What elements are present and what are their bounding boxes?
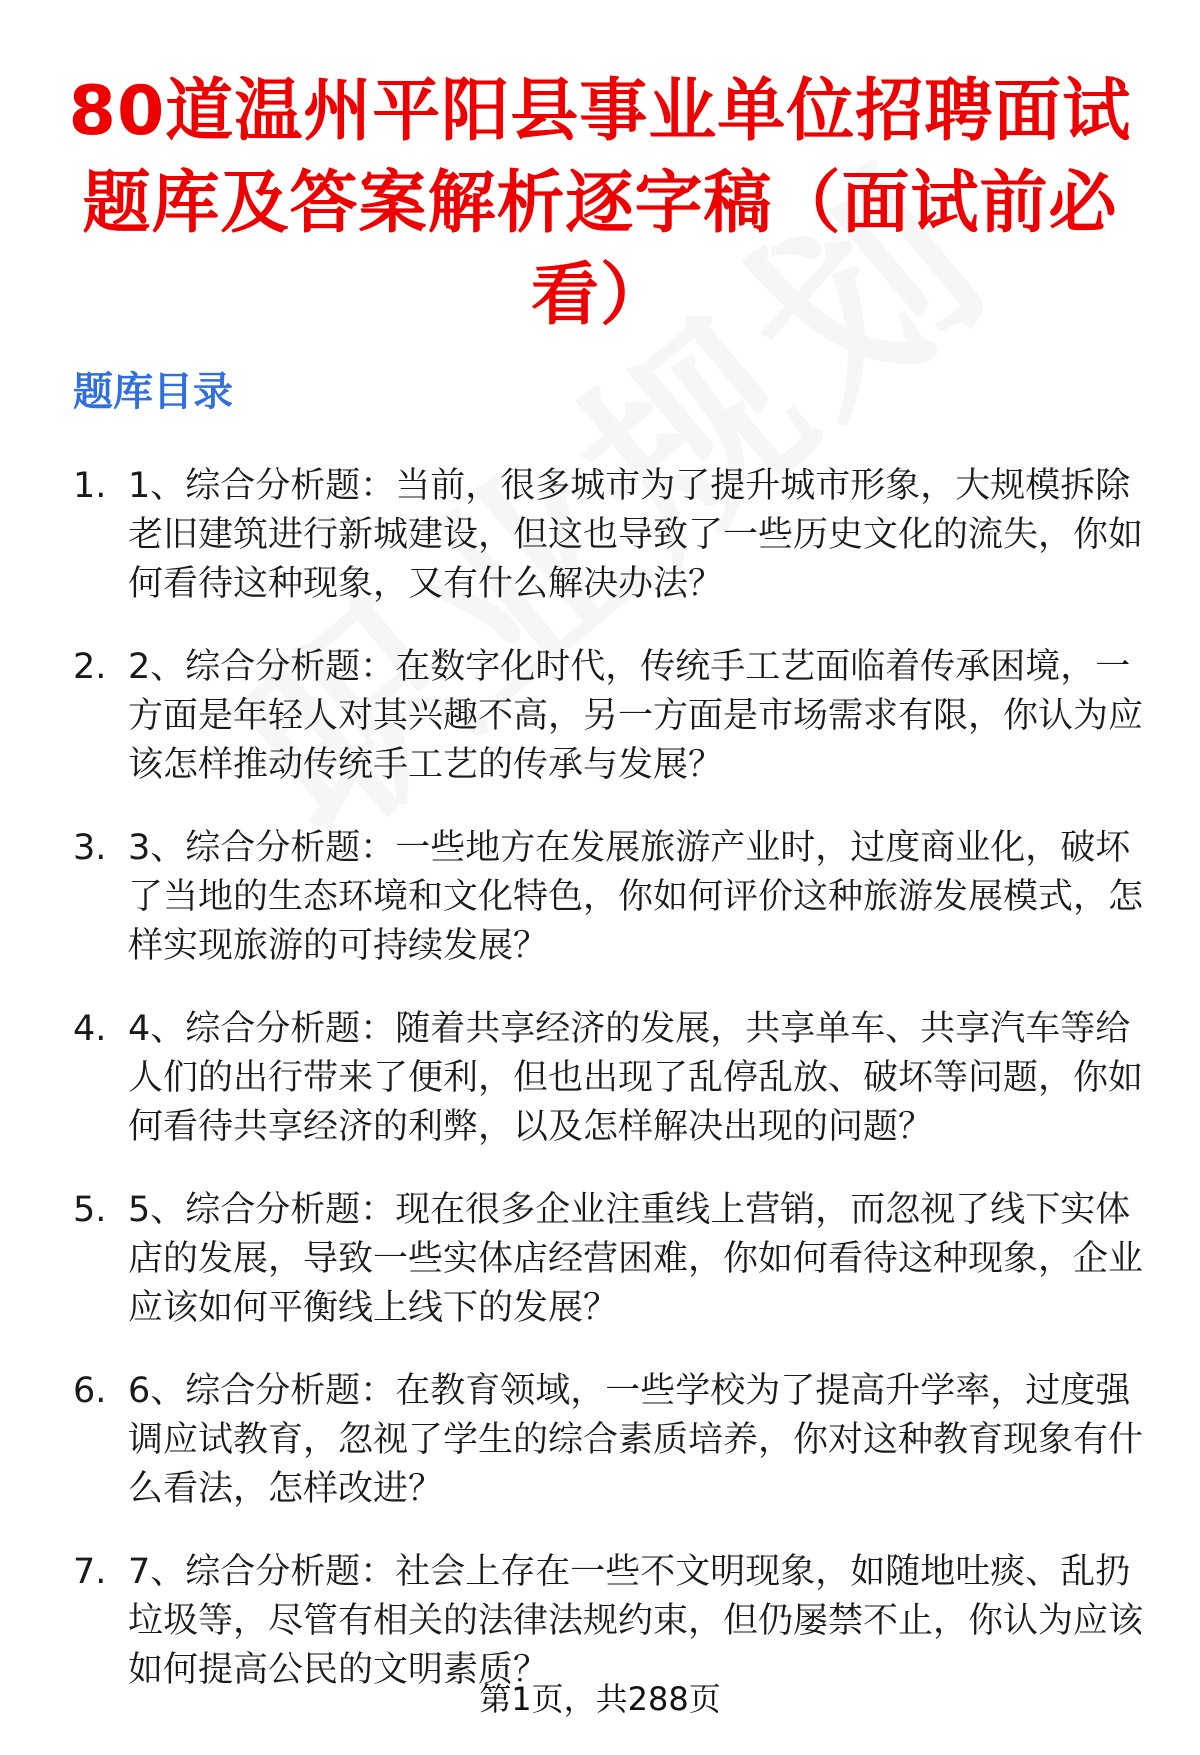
question-item	[0, 1548, 1200, 1695]
question-number: 3.	[73, 828, 107, 868]
question-number: 2.	[73, 647, 107, 687]
question-text: 2、综合分析题：在数字化时代，传统手工艺面临着传承困境，一方面是年轻人对其兴趣不高，另一方面是市场需求有限，你认为应该怎样推动传统手工艺的传承与发展？	[128, 647, 1144, 785]
question-text: 4、综合分析题：随着共享经济的发展，共享单车、共享汽车等给人们的出行带来了便利，但也出现了乱停乱放、破坏等问题，你如何看待共享经济的利弊，以及怎样解决出现的问题？	[128, 1009, 1144, 1147]
page-number-footer: 第1页，共288页	[479, 1680, 721, 1718]
question-number: 7.	[73, 1552, 107, 1592]
document-title: 80道温州平阳县事业单位招聘面试题库及答案解析逐字稿（面试前必看）	[68, 72, 1132, 335]
toc-heading: 题库目录	[73, 369, 233, 415]
question-number: 1.	[73, 466, 107, 506]
question-item	[0, 1186, 1200, 1333]
question-item	[0, 462, 1200, 609]
question-text: 6、综合分析题：在教育领域，一些学校为了提高升学率，过度强调应试教育，忽视了学生的综合素质培养，你对这种教育现象有什么看法，怎样改进？	[128, 1371, 1144, 1509]
question-list	[0, 462, 1200, 1729]
question-number: 4.	[73, 1009, 107, 1049]
question-text: 5、综合分析题：现在很多企业注重线上营销，而忽视了线下实体店的发展，导致一些实体店经营困难，你如何看待这种现象，企业应该如何平衡线上线下的发展？	[128, 1190, 1144, 1328]
question-text: 7、综合分析题：社会上存在一些不文明现象，如随地吐痰、乱扔垃圾等，尽管有相关的法律法规约束，但仍屡禁不止，你认为应该如何提高公民的文明素质？	[128, 1552, 1144, 1690]
question-item	[0, 1367, 1200, 1514]
question-text: 3、综合分析题：一些地方在发展旅游产业时，过度商业化，破坏了当地的生态环境和文化特色，你如何评价这种旅游发展模式，怎样实现旅游的可持续发展？	[128, 828, 1144, 966]
question-text: 1、综合分析题：当前，很多城市为了提升城市形象，大规模拆除老旧建筑进行新城建设，但这也导致了一些历史文化的流失，你如何看待这种现象，又有什么解决办法？	[128, 466, 1144, 604]
question-number: 6.	[73, 1371, 107, 1411]
question-item	[0, 824, 1200, 971]
question-number: 5.	[73, 1190, 107, 1230]
question-item	[0, 643, 1200, 790]
question-item	[0, 1005, 1200, 1152]
